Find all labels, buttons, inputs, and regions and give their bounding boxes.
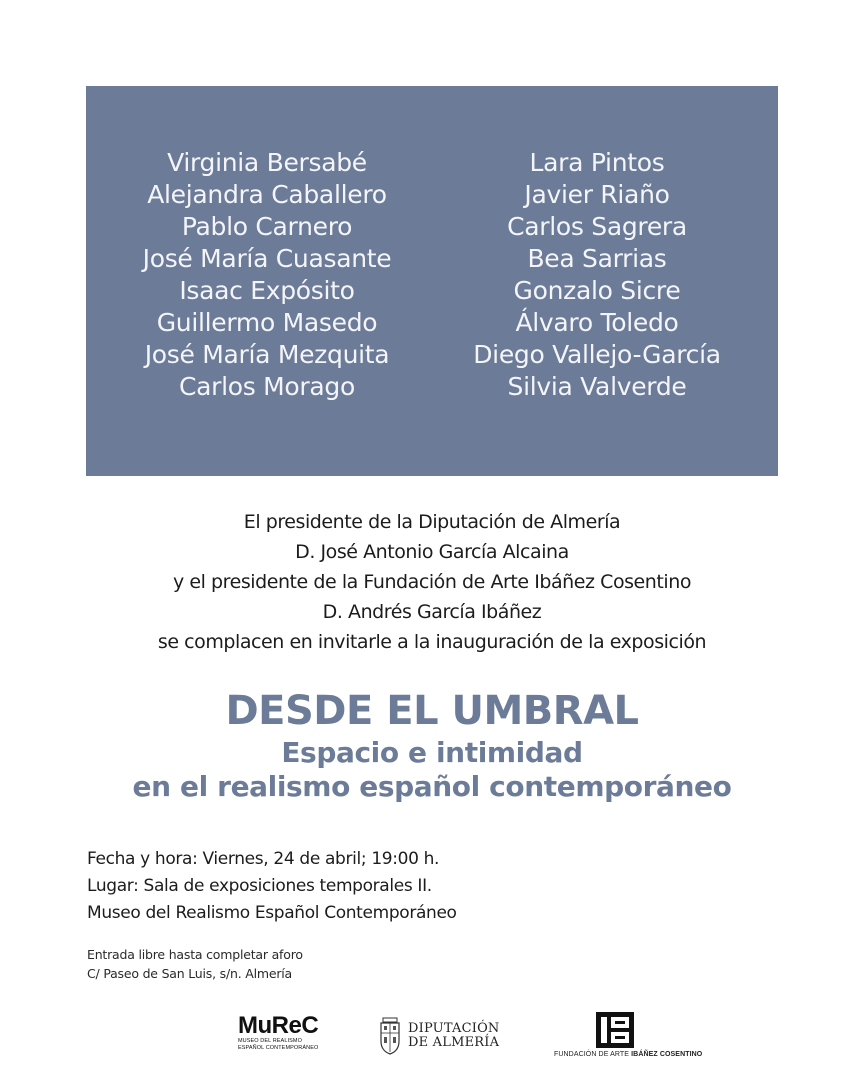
- diputacion-logo-text: [408, 1022, 500, 1050]
- murec-logo: [238, 1012, 319, 1056]
- artist-name: Isaac Expósito: [179, 276, 355, 305]
- artist-name: Silvia Valverde: [507, 372, 687, 401]
- fundacion-prefix: FUNDACIÓN DE ARTE: [554, 1051, 630, 1058]
- fundacion-mark-icon: [596, 1012, 634, 1048]
- entry-note: Entrada libre hasta completar aforo: [87, 947, 303, 962]
- murec-logo-line: ESPAÑOL CONTEMPORÁNEO: [238, 1044, 319, 1051]
- diputacion-logo: [378, 1016, 500, 1056]
- artists-column-left: [136, 147, 398, 403]
- artists-panel: [86, 86, 778, 476]
- murec-logo-line: MUSEO DEL REALISMO: [238, 1038, 302, 1044]
- artist-name: Diego Vallejo-García: [473, 340, 721, 369]
- diputacion-logo-line: DIPUTACIÓN: [408, 1021, 500, 1036]
- venue: Lugar: Sala de exposiciones temporales II.: [87, 876, 432, 896]
- invitation-line: y el presidente de la Fundación de Arte Ibáñez Cosentino: [173, 571, 691, 593]
- invitation-line: El presidente de la Diputación de Almería: [243, 511, 621, 533]
- artist-name: Guillermo Masedo: [156, 308, 378, 337]
- artist-name: Alejandra Caballero: [147, 180, 387, 209]
- invitation-line: D. José Antonio García Alcaina: [295, 541, 569, 563]
- artist-name: Álvaro Toledo: [515, 308, 679, 337]
- event-details: [87, 846, 457, 927]
- date-time: Fecha y hora: Viernes, 24 de abril; 19:00 h.: [87, 849, 440, 869]
- artist-name: Lara Pintos: [529, 148, 665, 177]
- diputacion-logo-line: DE ALMERÍA: [408, 1035, 500, 1050]
- invitation-line: D. Andrés García Ibáñez: [322, 601, 542, 623]
- exhibition-title: DESDE EL UMBRAL: [225, 688, 639, 734]
- artist-name: Javier Riaño: [524, 180, 670, 209]
- artist-name: José María Cuasante: [142, 244, 392, 273]
- subtitle-line-1: Espacio e intimidad: [281, 736, 583, 769]
- event-notes: [87, 945, 303, 983]
- fundacion-logo-text: [554, 1051, 702, 1058]
- artists-column-right: [468, 147, 726, 403]
- artist-name: Virginia Bersabé: [167, 148, 367, 177]
- fundacion-name: IBÁÑEZ COSENTINO: [631, 1051, 703, 1058]
- coat-of-arms-icon: [378, 1017, 402, 1055]
- invitation-line: se complacen en invitarle a la inauguración de la exposición: [157, 631, 707, 653]
- artist-name: Carlos Morago: [179, 372, 355, 401]
- artist-name: José María Mezquita: [144, 340, 390, 369]
- subtitle-line-2: en el realismo español contemporáneo: [132, 770, 732, 803]
- address: C/ Paseo de San Luis, s/n. Almería: [87, 966, 293, 981]
- invitation-text: [86, 507, 778, 657]
- museum-name: Museo del Realismo Español Contemporáneo: [87, 903, 457, 923]
- artist-name: Gonzalo Sicre: [513, 276, 681, 305]
- fundacion-logo: [554, 1012, 703, 1060]
- exhibition-subtitle: [0, 736, 864, 804]
- artist-name: Bea Sarrias: [527, 244, 667, 273]
- murec-logo-name: MuReC: [238, 1012, 319, 1039]
- artist-name: Carlos Sagrera: [507, 212, 687, 241]
- artist-name: Pablo Carnero: [181, 212, 353, 241]
